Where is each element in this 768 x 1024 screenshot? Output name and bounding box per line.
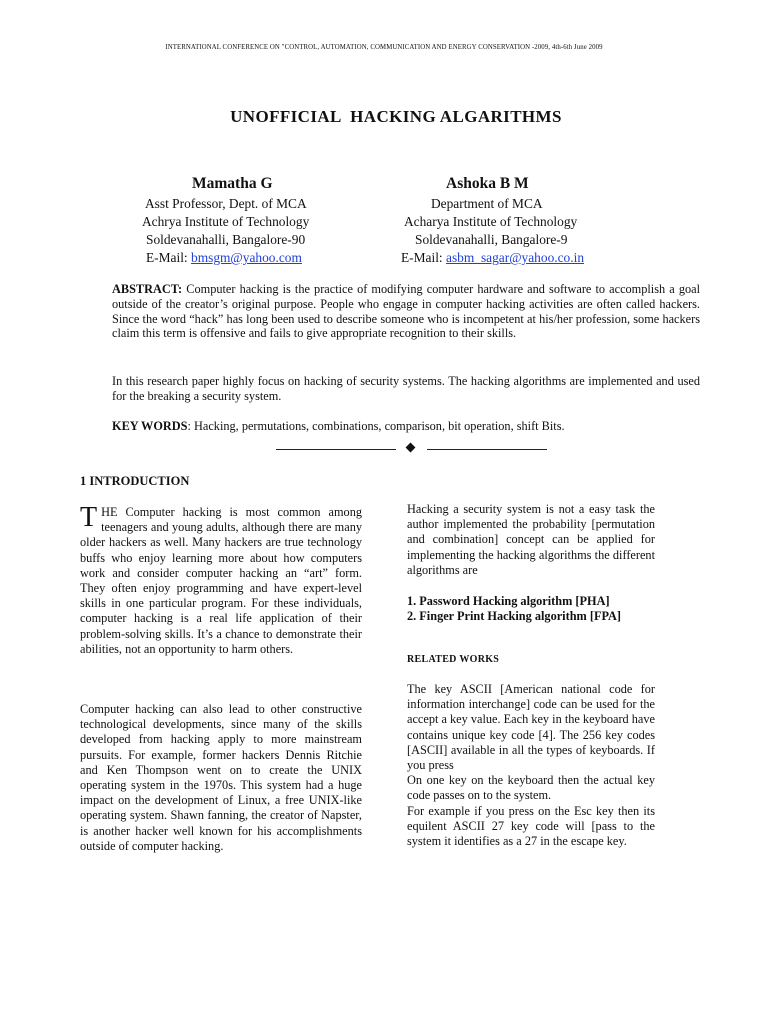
author-1	[142, 174, 352, 267]
author-2-address: Soldevanahalli, Bangalore-9	[415, 232, 568, 247]
author-1-email-link[interactable]: bmsgm@yahoo.com	[191, 250, 302, 265]
separator-line-left	[276, 449, 396, 450]
related-works-heading: RELATED WORKS	[407, 654, 500, 665]
separator-line-right	[427, 449, 547, 450]
intro-paragraph-1	[80, 502, 362, 657]
author-1-email-label: E-Mail:	[146, 250, 191, 265]
paper-title: UNOFFICIAL HACKING ALGARITHMS	[230, 107, 562, 126]
section-separator	[276, 442, 548, 454]
related-p3: For example if you press on the Esc key then its equilent ASCII 27 key code will [pass to the system it identifies as a 27 in the escape key.	[407, 803, 655, 849]
author-2-email-label: E-Mail:	[401, 250, 446, 265]
algorithm-list	[407, 594, 667, 624]
author-2-position: Department of MCA	[431, 196, 543, 211]
intro-paragraph-2: Computer hacking can also lead to other constructive technological developments, since many of the skills developed from hacking apply to more mainstream pursuits. For example, former hackers Dennis Ritchie and Ken Thompson went on to create the UNIX operating system in the 1970s. This system had a huge impact on the development of Linux, a free UNIX-like operating system. Shawn fanning, the creator of Napster, is another hacker well known for his accomplishments outside of computer hacking.	[80, 702, 362, 853]
algorithm-item-pha: 1. Password Hacking algorithm [PHA]	[407, 594, 610, 608]
keywords-text: : Hacking, permutations, combinations, comparison, bit operation, shift Bits.	[187, 419, 565, 433]
abstract-label: ABSTRACT:	[112, 282, 183, 296]
keywords	[112, 419, 700, 434]
author-1-institution: Achrya Institute of Technology	[142, 214, 310, 229]
algorithm-item-fpa: 2. Finger Print Hacking algorithm [FPA]	[407, 609, 622, 623]
abstract-text: Computer hacking is the practice of modifying computer hardware and software to accomplish a goal outside of the creator’s original purpose. People who engage in computer hacking activities are often called hackers. Since the word “hack” has long been used to describe someone who is incompetent at his/her profession, some hackers claim this term is offensive and fails to give appropriate recognition to their skills.	[112, 282, 701, 341]
dropcap-letter: T	[80, 502, 98, 533]
author-2-email-link[interactable]: asbm_sagar@yahoo.co.in	[446, 250, 585, 265]
intro-heading: 1 INTRODUCTION	[80, 474, 190, 488]
keywords-label: KEY WORDS	[112, 419, 188, 433]
right-paragraph-1: Hacking a security system is not a easy task the author implemented the probability [permutation and combination] concept can be applied for implementing the hacking algorithms the different algorithms are	[407, 502, 655, 577]
author-1-address: Soldevanahalli, Bangalore-90	[146, 232, 306, 247]
author-2-email-row	[401, 249, 621, 267]
abstract	[112, 282, 700, 341]
author-2	[401, 174, 621, 267]
diamond-icon	[406, 443, 416, 453]
author-1-position: Asst Professor, Dept. of MCA	[145, 196, 307, 211]
related-p1: The key ASCII [American national code for information interchange] code can be used for the accept a key value. Each key in the keyboard have contains unique key code [4]. The 256 key codes [ASCII] available in all the types of keyboards. If you press	[407, 682, 655, 773]
conference-header: INTERNATIONAL CONFERENCE ON "CONTROL, AUTOMATION, COMMUNICATION AND ENERGY CONSERVATION -2009, 4th-6th June 2009	[165, 44, 603, 51]
intro-p1-text: HE Computer hacking is most common among teenagers and young adults, although there are many older hackers as well. Many hackers are true technology buffs who enjoy learning more about how computers work and consider computer hacking an “art” form. They often enjoy programming and have expert-level skills in one particular program. For these individuals, computer hacking is a real life application of their problem-solving skills. It’s a chance to demonstrate their abilities, not an opportunity to harm others.	[80, 505, 362, 656]
abstract-focus: In this research paper highly focus on hacking of security systems. The hacking algorithms are implemented and used for the breaking a security system.	[112, 374, 700, 403]
author-2-name: Ashoka B M	[446, 175, 529, 192]
right-paragraph-2	[407, 682, 655, 849]
related-p2: On one key on the keyboard then the actual key code passes on to the system.	[407, 773, 655, 803]
author-1-email-row	[146, 249, 352, 267]
author-1-name: Mamatha G	[192, 175, 273, 192]
author-2-institution: Acharya Institute of Technology	[404, 214, 578, 229]
